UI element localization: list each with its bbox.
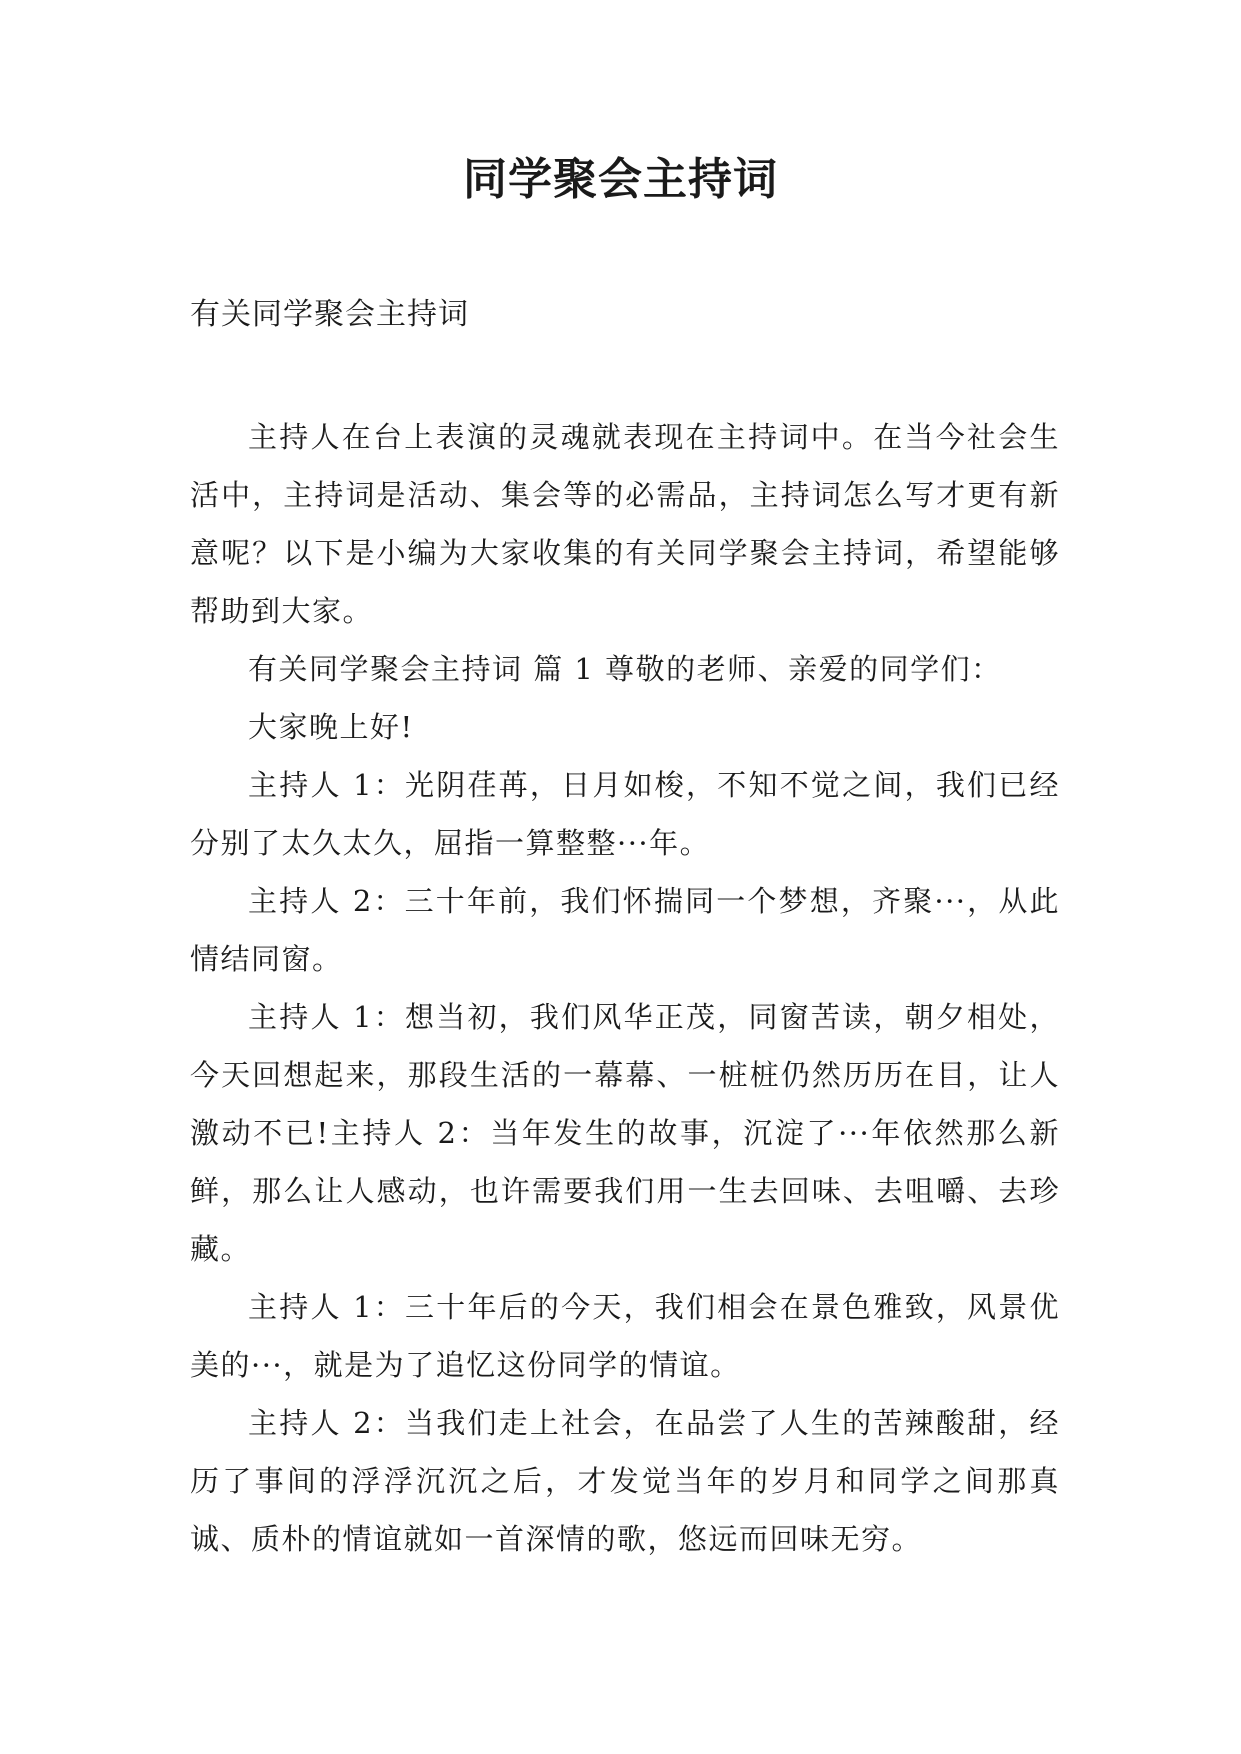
body-paragraph: 有关同学聚会主持词 篇 1 尊敬的老师、亲爱的同学们：: [248, 652, 1002, 686]
body-paragraph: 主持人 2：三十年前，我们怀揣同一个梦想，齐聚···，从此情结同窗。: [190, 884, 1060, 976]
body-paragraph: 主持人 1：三十年后的今天，我们相会在景色雅致，风景优美的···，就是为了追忆这份同学的情谊。: [190, 1290, 1060, 1382]
document-subtitle: 有关同学聚会主持词: [190, 297, 469, 332]
body-paragraph: 主持人 1：想当初，我们风华正茂，同窗苦读，朝夕相处，今天回想起来，那段生活的一幕幕、一桩桩仍然历历在目，让人激动不已!主持人 2：当年发生的故事，沉淀了···年依然那么新鲜，那么让人感动，也许需要我们用一生去回味、去咀嚼、去珍藏。: [190, 1000, 1060, 1266]
document-title: 同学聚会主持词: [463, 154, 778, 205]
body-paragraph: 大家晚上好!: [248, 710, 414, 744]
body-paragraph: 主持人 2：当我们走上社会，在品尝了人生的苦辣酸甜，经历了事间的浮浮沉沉之后，才发觉当年的岁月和同学之间那真诚、质朴的情谊就如一首深情的歌，悠远而回味无穷。: [190, 1406, 1060, 1556]
document-body: [190, 408, 1060, 1568]
body-paragraph: 主持人 1：光阴荏苒，日月如梭，不知不觉之间，我们已经分别了太久太久，屈指一算整整···年。: [190, 768, 1060, 860]
body-paragraph: 主持人在台上表演的灵魂就表现在主持词中。在当今社会生活中，主持词是活动、集会等的必需品，主持词怎么写才更有新意呢？以下是小编为大家收集的有关同学聚会主持词，希望能够帮助到大家。: [190, 420, 1060, 628]
